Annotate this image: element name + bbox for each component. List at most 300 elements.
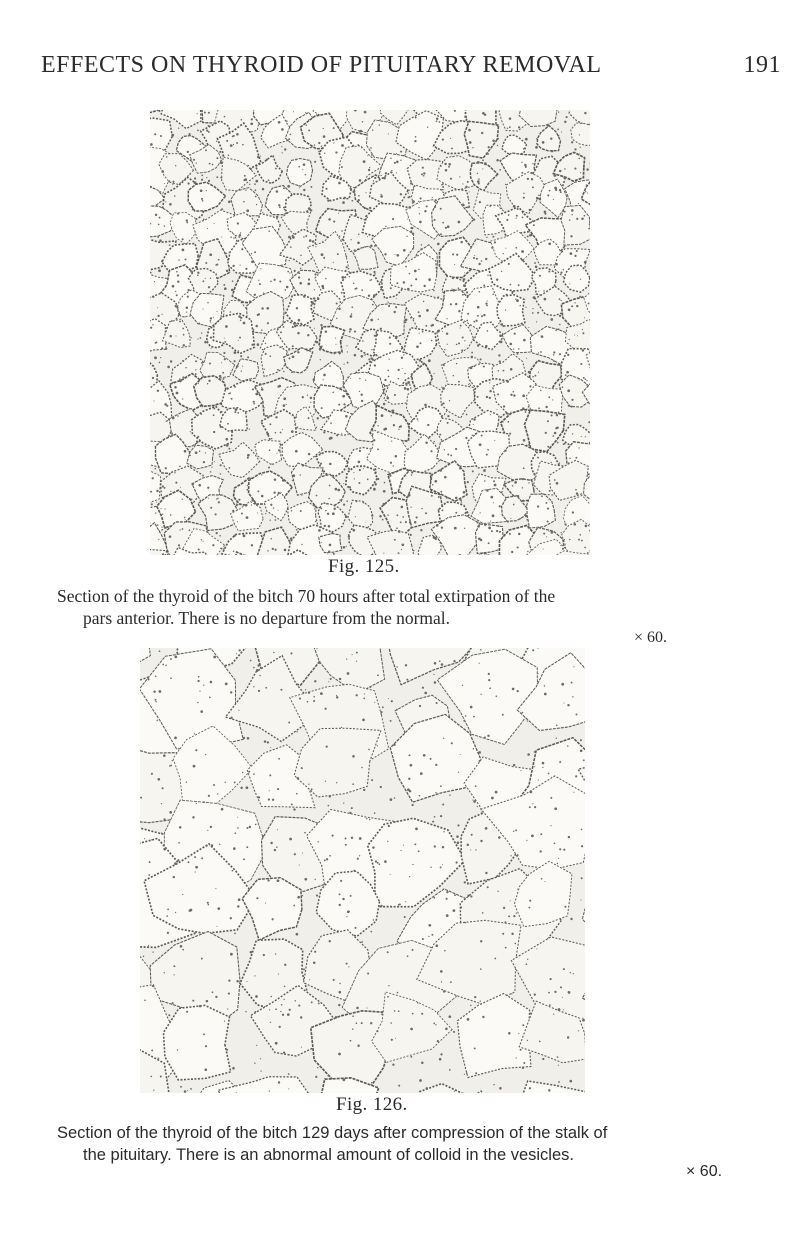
micrograph-125-nucleus-dot bbox=[574, 148, 576, 150]
micrograph-126-nucleus-dot bbox=[441, 663, 444, 666]
micrograph-125-nucleus-dot bbox=[328, 550, 330, 552]
micrograph-125-nucleus-dot bbox=[346, 394, 348, 396]
micrograph-126-nucleus-dot bbox=[488, 673, 490, 675]
micrograph-125-nucleus-dot bbox=[347, 377, 348, 378]
micrograph-125-nucleus-dot bbox=[496, 409, 497, 410]
micrograph-126-nucleus-dot bbox=[174, 862, 177, 865]
micrograph-125-nucleus-dot bbox=[585, 191, 586, 192]
micrograph-125-nucleus-dot bbox=[152, 377, 154, 379]
micrograph-125-nucleus-dot bbox=[193, 159, 195, 161]
micrograph-125-nucleus-dot bbox=[368, 129, 369, 130]
micrograph-125-nucleus-dot bbox=[439, 537, 440, 538]
micrograph-126-nucleus-dot bbox=[369, 819, 370, 820]
micrograph-125-nucleus-dot bbox=[218, 259, 220, 261]
micrograph-125-nucleus-dot bbox=[446, 497, 448, 499]
micrograph-125-nucleus-dot bbox=[234, 360, 236, 362]
micrograph-125-nucleus-dot bbox=[470, 367, 473, 370]
micrograph-125-nucleus-dot bbox=[521, 172, 523, 174]
micrograph-126-nucleus-dot bbox=[562, 997, 563, 998]
micrograph-125-nucleus-dot bbox=[283, 326, 285, 328]
micrograph-125-nucleus-dot bbox=[275, 549, 277, 551]
micrograph-125-nucleus-dot bbox=[183, 344, 185, 346]
micrograph-126-nucleus-dot bbox=[538, 673, 539, 674]
micrograph-126-nucleus-dot bbox=[444, 950, 446, 952]
micrograph-125-nucleus-dot bbox=[508, 214, 510, 216]
micrograph-126-nucleus-dot bbox=[215, 888, 216, 889]
micrograph-125-nucleus-dot bbox=[364, 355, 365, 356]
micrograph-125-nucleus-dot bbox=[578, 158, 580, 160]
micrograph-126-nucleus-dot bbox=[199, 1005, 202, 1008]
micrograph-125-nucleus-dot bbox=[316, 313, 318, 315]
micrograph-125-nucleus-dot bbox=[563, 269, 564, 270]
micrograph-125-nucleus-dot bbox=[295, 159, 297, 161]
micrograph-125-nucleus-dot bbox=[292, 345, 294, 347]
micrograph-125-nucleus-dot bbox=[421, 540, 422, 541]
micrograph-125-nucleus-dot bbox=[522, 407, 525, 410]
micrograph-126-nucleus-dot bbox=[269, 790, 270, 791]
micrograph-126-nucleus-dot bbox=[442, 803, 444, 805]
micrograph-125-nucleus-dot bbox=[450, 178, 452, 180]
micrograph-125-nucleus-dot bbox=[348, 534, 349, 535]
micrograph-125-nucleus-dot bbox=[299, 282, 302, 285]
micrograph-125-nucleus-dot bbox=[354, 354, 357, 357]
micrograph-125-nucleus-dot bbox=[255, 180, 258, 183]
micrograph-125-nucleus-dot bbox=[388, 133, 389, 134]
micrograph-125-nucleus-dot bbox=[505, 309, 506, 310]
micrograph-125-nucleus-dot bbox=[325, 510, 326, 511]
micrograph-126-nucleus-dot bbox=[318, 661, 321, 664]
micrograph-126-nucleus-dot bbox=[406, 679, 408, 681]
micrograph-126-nucleus-dot bbox=[522, 1067, 524, 1069]
micrograph-126-nucleus-dot bbox=[316, 895, 318, 897]
micrograph-126-nucleus-dot bbox=[180, 945, 183, 948]
micrograph-126-nucleus-dot bbox=[190, 909, 193, 912]
micrograph-126-nucleus-dot bbox=[470, 706, 473, 709]
micrograph-126-nucleus-dot bbox=[237, 817, 238, 818]
micrograph-126-nucleus-dot bbox=[311, 1001, 313, 1003]
micrograph-125-nucleus-dot bbox=[182, 376, 184, 378]
micrograph-125-nucleus-dot bbox=[462, 183, 463, 184]
micrograph-126-nucleus-dot bbox=[549, 1004, 551, 1006]
micrograph-125-nucleus-dot bbox=[484, 552, 486, 554]
micrograph-125-nucleus-dot bbox=[172, 181, 174, 183]
micrograph-126-nucleus-dot bbox=[570, 972, 571, 973]
micrograph-126-nucleus-dot bbox=[194, 733, 195, 734]
micrograph-126-nucleus-dot bbox=[315, 1076, 317, 1078]
micrograph-125-nucleus-dot bbox=[270, 280, 272, 282]
micrograph-125-nucleus-dot bbox=[554, 492, 556, 494]
micrograph-126-nucleus-dot bbox=[376, 1030, 378, 1032]
micrograph-126-nucleus-dot bbox=[391, 1039, 393, 1041]
micrograph-125-nucleus-dot bbox=[323, 135, 326, 138]
micrograph-126-nucleus-dot bbox=[484, 736, 486, 738]
micrograph-125-nucleus-dot bbox=[374, 483, 376, 485]
micrograph-126-nucleus-dot bbox=[250, 660, 252, 662]
micrograph-126-nucleus-dot bbox=[548, 992, 550, 994]
micrograph-125-nucleus-dot bbox=[380, 328, 382, 330]
micrograph-126-nucleus-dot bbox=[475, 785, 477, 787]
micrograph-125-nucleus-dot bbox=[507, 380, 510, 383]
micrograph-125-nucleus-dot bbox=[553, 351, 555, 353]
micrograph-125-nucleus-dot bbox=[481, 435, 483, 437]
micrograph-125-nucleus-dot bbox=[403, 281, 405, 283]
micrograph-125-nucleus-dot bbox=[314, 289, 315, 290]
micrograph-125-nucleus-dot bbox=[574, 523, 577, 526]
micrograph-125-nucleus-dot bbox=[477, 173, 478, 174]
micrograph-125-nucleus-dot bbox=[283, 207, 285, 209]
micrograph-125-nucleus-dot bbox=[354, 288, 356, 290]
micrograph-126-nucleus-dot bbox=[526, 840, 527, 841]
micrograph-125-nucleus-dot bbox=[387, 396, 388, 397]
micrograph-125-nucleus-dot bbox=[220, 177, 222, 179]
micrograph-126-nucleus-dot bbox=[478, 751, 481, 754]
micrograph-126-nucleus-dot bbox=[542, 767, 543, 768]
micrograph-126-nucleus-dot bbox=[294, 853, 296, 855]
micrograph-126-nucleus-dot bbox=[195, 866, 198, 869]
micrograph-125-nucleus-dot bbox=[305, 174, 307, 176]
micrograph-125-nucleus-dot bbox=[308, 119, 309, 120]
micrograph-126-nucleus-dot bbox=[517, 690, 519, 692]
micrograph-125-nucleus-dot bbox=[554, 479, 556, 481]
micrograph-125-nucleus-dot bbox=[230, 311, 232, 313]
micrograph-126-nucleus-dot bbox=[153, 690, 155, 692]
micrograph-126-nucleus-dot bbox=[296, 731, 297, 732]
micrograph-126-nucleus-dot bbox=[477, 806, 478, 807]
figure-126-micrograph bbox=[140, 648, 585, 1093]
micrograph-125-nucleus-dot bbox=[240, 355, 242, 357]
micrograph-125-nucleus-dot bbox=[209, 362, 211, 364]
micrograph-125-nucleus-dot bbox=[538, 352, 539, 353]
micrograph-126-nucleus-dot bbox=[576, 714, 578, 716]
micrograph-125-nucleus-dot bbox=[299, 187, 300, 188]
micrograph-126-nucleus-dot bbox=[557, 1056, 559, 1058]
micrograph-126-nucleus-dot bbox=[265, 687, 267, 689]
micrograph-125-nucleus-dot bbox=[461, 349, 463, 351]
micrograph-125-nucleus-dot bbox=[497, 525, 499, 527]
micrograph-126-nucleus-dot bbox=[530, 791, 533, 794]
micrograph-125-nucleus-dot bbox=[547, 410, 548, 411]
micrograph-125-nucleus-dot bbox=[178, 127, 179, 128]
micrograph-125-nucleus-dot bbox=[423, 285, 425, 287]
micrograph-125-nucleus-dot bbox=[507, 521, 509, 523]
micrograph-126-nucleus-dot bbox=[434, 662, 437, 665]
micrograph-126-nucleus-dot bbox=[553, 1013, 554, 1014]
micrograph-125-nucleus-dot bbox=[452, 277, 455, 280]
micrograph-125-nucleus-dot bbox=[283, 371, 285, 373]
micrograph-126-nucleus-dot bbox=[302, 852, 303, 853]
micrograph-125-nucleus-dot bbox=[332, 392, 334, 394]
micrograph-126-nucleus-dot bbox=[166, 915, 168, 917]
micrograph-126-nucleus-dot bbox=[174, 656, 177, 659]
micrograph-125-nucleus-dot bbox=[335, 151, 337, 153]
micrograph-125-nucleus-dot bbox=[201, 175, 203, 177]
micrograph-125-nucleus-dot bbox=[560, 545, 561, 546]
micrograph-126-nucleus-dot bbox=[390, 720, 392, 722]
micrograph-125-nucleus-dot bbox=[582, 329, 583, 330]
micrograph-125-nucleus-dot bbox=[182, 398, 183, 399]
micrograph-126-nucleus-dot bbox=[347, 672, 350, 675]
micrograph-125-nucleus-dot bbox=[289, 272, 290, 273]
micrograph-126-nucleus-dot bbox=[523, 1062, 525, 1064]
micrograph-125-nucleus-dot bbox=[175, 291, 176, 292]
micrograph-126-nucleus-dot bbox=[149, 861, 151, 863]
micrograph-125-nucleus-dot bbox=[206, 190, 207, 191]
micrograph-125-nucleus-dot bbox=[551, 150, 553, 152]
micrograph-125-nucleus-dot bbox=[452, 253, 454, 255]
micrograph-125-nucleus-dot bbox=[333, 508, 335, 510]
micrograph-125-nucleus-dot bbox=[239, 337, 241, 339]
micrograph-126-nucleus-dot bbox=[422, 938, 424, 940]
micrograph-125-nucleus-dot bbox=[250, 122, 253, 125]
micrograph-126-nucleus-dot bbox=[436, 702, 438, 704]
micrograph-125-nucleus-dot bbox=[559, 353, 561, 355]
micrograph-125-nucleus-dot bbox=[519, 305, 520, 306]
micrograph-125-nucleus-dot bbox=[414, 521, 417, 524]
micrograph-126-nucleus-dot bbox=[440, 1053, 442, 1055]
micrograph-126-nucleus-dot bbox=[162, 787, 164, 789]
micrograph-125-nucleus-dot bbox=[459, 467, 461, 469]
micrograph-125-nucleus-dot bbox=[365, 192, 366, 193]
micrograph-125-nucleus-dot bbox=[395, 336, 398, 339]
micrograph-125-nucleus-dot bbox=[482, 159, 484, 161]
micrograph-125-nucleus-dot bbox=[449, 400, 450, 401]
micrograph-125-nucleus-dot bbox=[162, 314, 163, 315]
micrograph-125-nucleus-dot bbox=[364, 111, 367, 114]
micrograph-125-nucleus-dot bbox=[224, 358, 226, 360]
micrograph-125-nucleus-dot bbox=[473, 418, 476, 421]
micrograph-125-nucleus-dot bbox=[580, 363, 582, 365]
micrograph-126-nucleus-dot bbox=[336, 695, 337, 696]
micrograph-125-nucleus-dot bbox=[497, 219, 499, 221]
micrograph-126-nucleus-dot bbox=[357, 858, 359, 860]
micrograph-126-nucleus-dot bbox=[508, 915, 510, 917]
micrograph-126-nucleus-dot bbox=[219, 844, 220, 845]
micrograph-125-nucleus-dot bbox=[362, 340, 364, 342]
micrograph-125-nucleus-dot bbox=[458, 287, 460, 289]
micrograph-125-nucleus-dot bbox=[167, 420, 169, 422]
micrograph-125-nucleus-dot bbox=[526, 519, 528, 521]
micrograph-126-nucleus-dot bbox=[227, 1008, 228, 1009]
micrograph-126-nucleus-dot bbox=[256, 1045, 257, 1046]
micrograph-125-nucleus-dot bbox=[279, 280, 281, 282]
micrograph-125-nucleus-dot bbox=[201, 198, 203, 200]
micrograph-125-nucleus-dot bbox=[366, 218, 367, 219]
micrograph-125-nucleus-dot bbox=[307, 395, 308, 396]
micrograph-125-nucleus-dot bbox=[380, 175, 381, 176]
micrograph-126-nucleus-dot bbox=[529, 806, 531, 808]
micrograph-125-nucleus-dot bbox=[473, 321, 475, 323]
micrograph-125-nucleus-dot bbox=[210, 471, 212, 473]
micrograph-126-nucleus-dot bbox=[197, 702, 198, 703]
micrograph-125-nucleus-dot bbox=[553, 360, 555, 362]
micrograph-126-nucleus-dot bbox=[536, 948, 537, 949]
micrograph-125-nucleus-dot bbox=[506, 294, 508, 296]
micrograph-125-nucleus-dot bbox=[189, 203, 191, 205]
micrograph-126-nucleus-dot bbox=[443, 831, 444, 832]
micrograph-126-nucleus-dot bbox=[442, 864, 443, 865]
micrograph-125-nucleus-dot bbox=[295, 423, 296, 424]
micrograph-125-nucleus-dot bbox=[528, 327, 529, 328]
micrograph-125-nucleus-dot bbox=[436, 117, 438, 119]
micrograph-125-nucleus-dot bbox=[393, 465, 394, 466]
micrograph-126-nucleus-dot bbox=[351, 807, 353, 809]
micrograph-125-nucleus-dot bbox=[308, 129, 310, 131]
micrograph-125-nucleus-dot bbox=[513, 348, 514, 349]
micrograph-125-nucleus-dot bbox=[436, 339, 438, 341]
micrograph-125-nucleus-dot bbox=[572, 433, 573, 434]
figure-126-caption-line-1: Section of the thyroid of the bitch 129 days after compression of the stalk of bbox=[57, 1124, 608, 1142]
micrograph-125-nucleus-dot bbox=[438, 496, 440, 498]
micrograph-125-nucleus-dot bbox=[219, 535, 221, 537]
micrograph-125-nucleus-dot bbox=[370, 319, 373, 322]
micrograph-125-nucleus-dot bbox=[269, 423, 271, 425]
micrograph-125-nucleus-dot bbox=[518, 533, 520, 535]
micrograph-125-nucleus-dot bbox=[228, 448, 230, 450]
micrograph-125-nucleus-dot bbox=[420, 197, 422, 199]
micrograph-126-nucleus-dot bbox=[140, 797, 142, 799]
micrograph-125-nucleus-dot bbox=[372, 304, 374, 306]
micrograph-125-nucleus-dot bbox=[268, 230, 270, 232]
micrograph-125-nucleus-dot bbox=[410, 285, 412, 287]
micrograph-125-nucleus-dot bbox=[302, 464, 305, 467]
micrograph-125-nucleus-dot bbox=[310, 186, 312, 188]
micrograph-125-nucleus-dot bbox=[407, 218, 408, 219]
micrograph-126-nucleus-dot bbox=[368, 749, 370, 751]
micrograph-125-nucleus-dot bbox=[306, 125, 307, 126]
micrograph-126-nucleus-dot bbox=[364, 693, 365, 694]
micrograph-125-nucleus-dot bbox=[389, 337, 391, 339]
micrograph-126-nucleus-dot bbox=[235, 832, 237, 834]
micrograph-125-nucleus-dot bbox=[310, 402, 311, 403]
micrograph-125-nucleus-dot bbox=[574, 302, 575, 303]
micrograph-125-nucleus-dot bbox=[523, 197, 525, 199]
micrograph-126-nucleus-dot bbox=[213, 784, 215, 786]
micrograph-125-nucleus-dot bbox=[201, 539, 202, 540]
micrograph-126-nucleus-dot bbox=[491, 797, 494, 800]
micrograph-125-nucleus-dot bbox=[455, 448, 457, 450]
micrograph-126-nucleus-dot bbox=[554, 842, 556, 844]
micrograph-126-nucleus-dot bbox=[399, 903, 401, 905]
micrograph-125-nucleus-dot bbox=[179, 529, 180, 530]
micrograph-125-nucleus-dot bbox=[551, 531, 554, 534]
micrograph-125-nucleus-dot bbox=[258, 280, 259, 281]
micrograph-125-nucleus-dot bbox=[230, 144, 233, 147]
micrograph-126-nucleus-dot bbox=[203, 685, 204, 686]
micrograph-125-nucleus-dot bbox=[580, 147, 581, 148]
micrograph-125-nucleus-dot bbox=[386, 397, 389, 400]
micrograph-126-nucleus-dot bbox=[564, 906, 566, 908]
micrograph-125-nucleus-dot bbox=[365, 354, 366, 355]
micrograph-125-nucleus-dot bbox=[509, 433, 511, 435]
micrograph-125-nucleus-dot bbox=[382, 276, 383, 277]
micrograph-126-nucleus-dot bbox=[347, 910, 350, 913]
micrograph-125-nucleus-dot bbox=[514, 481, 517, 484]
micrograph-125-nucleus-dot bbox=[585, 378, 587, 380]
micrograph-126-nucleus-dot bbox=[436, 944, 439, 947]
micrograph-125-nucleus-dot bbox=[562, 386, 564, 388]
micrograph-126-nucleus-dot bbox=[424, 692, 427, 695]
micrograph-125-nucleus-dot bbox=[584, 112, 586, 114]
micrograph-125-nucleus-dot bbox=[533, 296, 536, 299]
micrograph-125-nucleus-dot bbox=[487, 449, 489, 451]
micrograph-126-nucleus-dot bbox=[208, 904, 210, 906]
micrograph-126-nucleus-dot bbox=[518, 1033, 519, 1034]
micrograph-125-nucleus-dot bbox=[250, 168, 252, 170]
micrograph-125-nucleus-dot bbox=[442, 139, 444, 141]
micrograph-126-nucleus-dot bbox=[534, 806, 536, 808]
micrograph-126-nucleus-dot bbox=[407, 788, 410, 791]
micrograph-125-nucleus-dot bbox=[541, 335, 544, 338]
micrograph-125-nucleus-dot bbox=[565, 374, 567, 376]
micrograph-126-nucleus-dot bbox=[426, 1087, 429, 1090]
micrograph-126-nucleus-dot bbox=[283, 999, 284, 1000]
micrograph-125-nucleus-dot bbox=[161, 527, 162, 528]
micrograph-126-nucleus-dot bbox=[280, 1011, 281, 1012]
micrograph-125-nucleus-dot bbox=[172, 183, 173, 184]
micrograph-126-nucleus-dot bbox=[177, 1049, 178, 1050]
micrograph-125-nucleus-dot bbox=[576, 265, 577, 266]
micrograph-125-nucleus-dot bbox=[249, 532, 251, 534]
micrograph-125-nucleus-dot bbox=[434, 480, 437, 483]
micrograph-125-nucleus-dot bbox=[341, 276, 344, 279]
micrograph-126-nucleus-dot bbox=[339, 991, 342, 994]
micrograph-125-nucleus-dot bbox=[580, 172, 581, 173]
micrograph-126-nucleus-dot bbox=[287, 1013, 290, 1016]
micrograph-126-nucleus-dot bbox=[297, 896, 300, 899]
micrograph-126-nucleus-dot bbox=[480, 968, 482, 970]
micrograph-125-nucleus-dot bbox=[294, 270, 296, 272]
micrograph-125-nucleus-dot bbox=[434, 298, 435, 299]
micrograph-125-nucleus-dot bbox=[365, 380, 366, 381]
micrograph-125-nucleus-dot bbox=[191, 499, 193, 501]
micrograph-125-nucleus-dot bbox=[195, 360, 197, 362]
micrograph-126-nucleus-dot bbox=[255, 995, 258, 998]
micrograph-125-nucleus-dot bbox=[516, 215, 518, 217]
micrograph-126-nucleus-dot bbox=[152, 951, 153, 952]
micrograph-126-nucleus-dot bbox=[201, 958, 203, 960]
micrograph-125-nucleus-dot bbox=[395, 306, 397, 308]
micrograph-125-nucleus-dot bbox=[208, 498, 209, 499]
micrograph-125-nucleus-dot bbox=[176, 271, 178, 273]
micrograph-125-nucleus-dot bbox=[578, 379, 579, 380]
micrograph-125-nucleus-dot bbox=[444, 449, 445, 450]
micrograph-125-nucleus-dot bbox=[246, 516, 249, 519]
micrograph-126-nucleus-dot bbox=[280, 689, 282, 691]
micrograph-126-nucleus-dot bbox=[350, 1040, 352, 1042]
micrograph-125-nucleus-dot bbox=[456, 344, 458, 346]
micrograph-126-nucleus-dot bbox=[253, 667, 255, 669]
micrograph-125-nucleus-dot bbox=[382, 519, 384, 521]
micrograph-125-nucleus-dot bbox=[487, 274, 488, 275]
micrograph-125-nucleus-dot bbox=[192, 208, 194, 210]
micrograph-125-nucleus-dot bbox=[458, 342, 460, 344]
micrograph-126-nucleus-dot bbox=[247, 737, 250, 740]
micrograph-126-nucleus-dot bbox=[211, 844, 213, 846]
micrograph-126-nucleus-dot bbox=[282, 1014, 284, 1016]
micrograph-125-nucleus-dot bbox=[292, 286, 293, 287]
micrograph-126-nucleus-dot bbox=[243, 737, 245, 739]
micrograph-126-nucleus-dot bbox=[390, 874, 391, 875]
micrograph-125-nucleus-dot bbox=[443, 402, 445, 404]
micrograph-126-nucleus-dot bbox=[213, 656, 216, 659]
micrograph-125-nucleus-dot bbox=[586, 168, 588, 170]
micrograph-125-nucleus-dot bbox=[310, 348, 312, 350]
micrograph-125-nucleus-dot bbox=[205, 278, 206, 279]
micrograph-126-nucleus-dot bbox=[320, 692, 323, 695]
micrograph-125-nucleus-dot bbox=[157, 390, 159, 392]
micrograph-126-nucleus-dot bbox=[563, 849, 565, 851]
micrograph-125-nucleus-dot bbox=[368, 169, 370, 171]
